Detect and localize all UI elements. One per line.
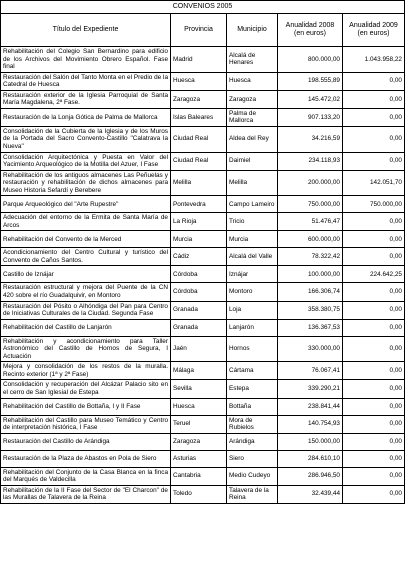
cell-provincia: La Rioja [171, 213, 227, 231]
cell-titulo: Mejora y consolidación de los restos de la muralla. Recinto exterior (1ª y 2ª Fase) [1, 362, 171, 380]
cell-anualidad-2009: 0,00 [343, 72, 405, 90]
cell-anualidad-2009: 0,00 [343, 108, 405, 126]
cell-titulo: Consolidación Arquitectónica y Puesta en Valor del Yacimiento Arqueológico de la Motilla del Azuer, I Fase [1, 152, 171, 170]
table-row [1, 170, 405, 196]
cell-anualidad-2009: 0,00 [343, 336, 405, 362]
cell-anualidad-2009: 1.043.958,22 [343, 47, 405, 73]
cell-titulo: Rehabilitación del Convento de la Merced [1, 231, 171, 248]
header-anualidad-2009: Anualidad 2009 (en euros) [343, 14, 405, 47]
cell-anualidad-2008: 284.610,10 [278, 450, 343, 467]
cell-anualidad-2008: 166.306,74 [278, 283, 343, 301]
cell-municipio: Alcalá del Valle [227, 248, 278, 266]
cell-anualidad-2009: 0,00 [343, 380, 405, 398]
cell-anualidad-2009: 224.642,25 [343, 266, 405, 283]
cell-provincia: Madrid [171, 47, 227, 73]
cell-titulo: Consolidación y recuperación del Alcázar Palacio sito en el cerro de San Iglesial de Estepa [1, 380, 171, 398]
table-row [1, 248, 405, 266]
cell-municipio: Huesca [227, 72, 278, 90]
table-title: CONVENIOS 2005 [1, 1, 405, 14]
cell-provincia: Melilla [171, 170, 227, 196]
cell-provincia: Cádiz [171, 248, 227, 266]
cell-anualidad-2009: 0,00 [343, 90, 405, 108]
header-row [1, 14, 405, 47]
cell-municipio: Aldea del Rey [227, 126, 278, 152]
cell-anualidad-2008: 238.841,44 [278, 398, 343, 415]
cell-provincia: Jaén [171, 336, 227, 362]
header-provincia: Provincia [171, 14, 227, 47]
table-row [1, 362, 405, 380]
table-row [1, 380, 405, 398]
cell-municipio: Estepa [227, 380, 278, 398]
cell-provincia: Huesca [171, 72, 227, 90]
cell-titulo: Castillo de Iznájar [1, 266, 171, 283]
table-row [1, 319, 405, 336]
cell-municipio: Medio Cudeyo [227, 467, 278, 485]
table-row [1, 336, 405, 362]
cell-anualidad-2008: 78.322,42 [278, 248, 343, 266]
cell-anualidad-2009: 750.000,00 [343, 196, 405, 213]
cell-anualidad-2008: 907.133,20 [278, 108, 343, 126]
table-row [1, 283, 405, 301]
cell-anualidad-2008: 800.000,00 [278, 47, 343, 73]
cell-provincia: Huesca [171, 398, 227, 415]
cell-anualidad-2009: 0,00 [343, 152, 405, 170]
cell-anualidad-2008: 234.118,93 [278, 152, 343, 170]
cell-titulo: Rehabilitación del Castillo de Lanjarón [1, 319, 171, 336]
cell-anualidad-2009: 0,00 [343, 213, 405, 231]
cell-anualidad-2009: 0,00 [343, 319, 405, 336]
table-row [1, 47, 405, 73]
cell-provincia: Málaga [171, 362, 227, 380]
cell-municipio: Hornos [227, 336, 278, 362]
cell-anualidad-2009: 0,00 [343, 248, 405, 266]
header-anualidad-2008: Anualidad 2008 (en euros) [278, 14, 343, 47]
cell-anualidad-2008: 34.216,59 [278, 126, 343, 152]
cell-anualidad-2008: 140.754,93 [278, 415, 343, 433]
cell-anualidad-2008: 100.000,00 [278, 266, 343, 283]
table-row [1, 126, 405, 152]
cell-titulo: Rehabilitación del Castillo de Bottaña, I y II Fase [1, 398, 171, 415]
cell-titulo: Restauración exterior de la Iglesia Parroquial de Santa María Magdalena, 2ª Fase. [1, 90, 171, 108]
cell-provincia: Ciudad Real [171, 126, 227, 152]
table-row [1, 196, 405, 213]
cell-titulo: Rehabilitación del Conjunto de la Casa Blanca en la finca del Marqués de Valdecilla [1, 467, 171, 485]
table-row [1, 415, 405, 433]
cell-municipio: Talavera de la Reina [227, 485, 278, 503]
cell-municipio: Loja [227, 301, 278, 319]
cell-provincia: Asturias [171, 450, 227, 467]
cell-titulo: Restauración de la Lonja Gótica de Palma de Mallorca [1, 108, 171, 126]
table-row [1, 485, 405, 503]
table-row [1, 467, 405, 485]
cell-anualidad-2009: 0,00 [343, 126, 405, 152]
cell-provincia: Córdoba [171, 266, 227, 283]
table-row [1, 450, 405, 467]
cell-municipio: Campo Lameiro [227, 196, 278, 213]
cell-titulo: Restauración de la Plaza de Abastos en Pola de Siero [1, 450, 171, 467]
cell-municipio: Zaragoza [227, 90, 278, 108]
cell-anualidad-2009: 0,00 [343, 467, 405, 485]
cell-municipio: Lanjarón [227, 319, 278, 336]
cell-titulo: Rehabilitación de la II Fase del Sector de "El Charcon" de las Murallas de Talavera de la Reina [1, 485, 171, 503]
cell-provincia: Zaragoza [171, 90, 227, 108]
cell-anualidad-2008: 330.000,00 [278, 336, 343, 362]
cell-titulo: Parque Arqueológico del "Arte Rupestre" [1, 196, 171, 213]
cell-anualidad-2008: 136.367,53 [278, 319, 343, 336]
cell-municipio: Murcia [227, 231, 278, 248]
cell-provincia: Pontevedra [171, 196, 227, 213]
table-row [1, 266, 405, 283]
cell-anualidad-2009: 0,00 [343, 433, 405, 450]
cell-titulo: Consolidación de la Cubierta de la Iglesia y de los Muros de la Portada del Sacro Convento-Castillo "Calatrava la Nueva" [1, 126, 171, 152]
header-municipio: Municipio [227, 14, 278, 47]
cell-anualidad-2009: 0,00 [343, 231, 405, 248]
cell-municipio: Siero [227, 450, 278, 467]
cell-provincia: Murcia [171, 231, 227, 248]
cell-provincia: Córdoba [171, 283, 227, 301]
cell-municipio: Cártama [227, 362, 278, 380]
cell-anualidad-2008: 145.472,02 [278, 90, 343, 108]
cell-anualidad-2009: 142.051,70 [343, 170, 405, 196]
cell-anualidad-2008: 358.380,75 [278, 301, 343, 319]
cell-anualidad-2008: 198.555,89 [278, 72, 343, 90]
cell-provincia: Granada [171, 301, 227, 319]
cell-titulo: Restauración del Salón del Tanto Monta en el Predio de la Catedral de Huesca [1, 72, 171, 90]
table-body [1, 47, 405, 504]
cell-anualidad-2008: 286.946,50 [278, 467, 343, 485]
cell-municipio: Iznájar [227, 266, 278, 283]
table-row [1, 398, 405, 415]
cell-titulo: Rehabilitación del Colegio San Bernardino para edificio de los Archivos del Movimiento Obrero Español. Fase final [1, 47, 171, 73]
header-titulo: Título del Expediente [1, 14, 171, 47]
cell-municipio: Melilla [227, 170, 278, 196]
cell-municipio: Tricio [227, 213, 278, 231]
cell-anualidad-2009: 0,00 [343, 485, 405, 503]
cell-provincia: Granada [171, 319, 227, 336]
table-row [1, 301, 405, 319]
cell-titulo: Rehabilitación del Castillo para Museo Temático y Centro de interpretación histórica, I Fase [1, 415, 171, 433]
cell-municipio: Alcalá de Henares [227, 47, 278, 73]
cell-municipio: Bottaña [227, 398, 278, 415]
cell-provincia: Islas Baleares [171, 108, 227, 126]
table-row [1, 231, 405, 248]
cell-municipio: Daimiel [227, 152, 278, 170]
cell-anualidad-2008: 51.476,47 [278, 213, 343, 231]
cell-titulo: Restauración del Castillo de Arándiga [1, 433, 171, 450]
cell-anualidad-2008: 750.000,00 [278, 196, 343, 213]
table-row [1, 90, 405, 108]
table-title-row [1, 1, 405, 14]
cell-titulo: Restauración estructural y mejora del Puente de la CN 420 sobre el río Guadalquivir, en Montoro [1, 283, 171, 301]
cell-anualidad-2008: 200.000,00 [278, 170, 343, 196]
cell-titulo: Adecuación del entorno de la Ermita de Santa María de Arcos [1, 213, 171, 231]
cell-anualidad-2008: 32.439,44 [278, 485, 343, 503]
cell-provincia: Zaragoza [171, 433, 227, 450]
cell-titulo: Rehabilitación de los antiguos almacenes Las Peñuelas y restauración y rehabilitación de dichos almacenes para Museo Historia Sefardí y Berebere [1, 170, 171, 196]
cell-anualidad-2009: 0,00 [343, 415, 405, 433]
cell-anualidad-2009: 0,00 [343, 301, 405, 319]
cell-anualidad-2009: 0,00 [343, 450, 405, 467]
cell-anualidad-2009: 0,00 [343, 362, 405, 380]
table-row [1, 72, 405, 90]
cell-municipio: Palma de Mallorca [227, 108, 278, 126]
table-row [1, 433, 405, 450]
cell-anualidad-2009: 0,00 [343, 283, 405, 301]
cell-provincia: Sevilla [171, 380, 227, 398]
cell-anualidad-2008: 339.290,21 [278, 380, 343, 398]
cell-municipio: Montoro [227, 283, 278, 301]
cell-municipio: Mora de Rubielos [227, 415, 278, 433]
cell-titulo: Restauración del Pósito o Alhóndiga del Pan para Centro de Iniciativas Culturales de la Ciudad. Segunda Fase [1, 301, 171, 319]
cell-municipio: Arándiga [227, 433, 278, 450]
table-row [1, 108, 405, 126]
cell-anualidad-2008: 600.000,00 [278, 231, 343, 248]
cell-titulo: Rehabilitación y acondicionamiento para Taller Astronómico del Castillo de Hornos de Segura, I Actuación [1, 336, 171, 362]
cell-anualidad-2008: 76.067,41 [278, 362, 343, 380]
cell-anualidad-2008: 150.000,00 [278, 433, 343, 450]
cell-provincia: Toledo [171, 485, 227, 503]
cell-titulo: Acondicionamiento del Centro Cultural y turístico del Convento de Caños Santos. [1, 248, 171, 266]
cell-provincia: Teruel [171, 415, 227, 433]
table-row [1, 152, 405, 170]
cell-provincia: Cantabria [171, 467, 227, 485]
cell-provincia: Ciudad Real [171, 152, 227, 170]
table-row [1, 213, 405, 231]
cell-anualidad-2009: 0,00 [343, 398, 405, 415]
